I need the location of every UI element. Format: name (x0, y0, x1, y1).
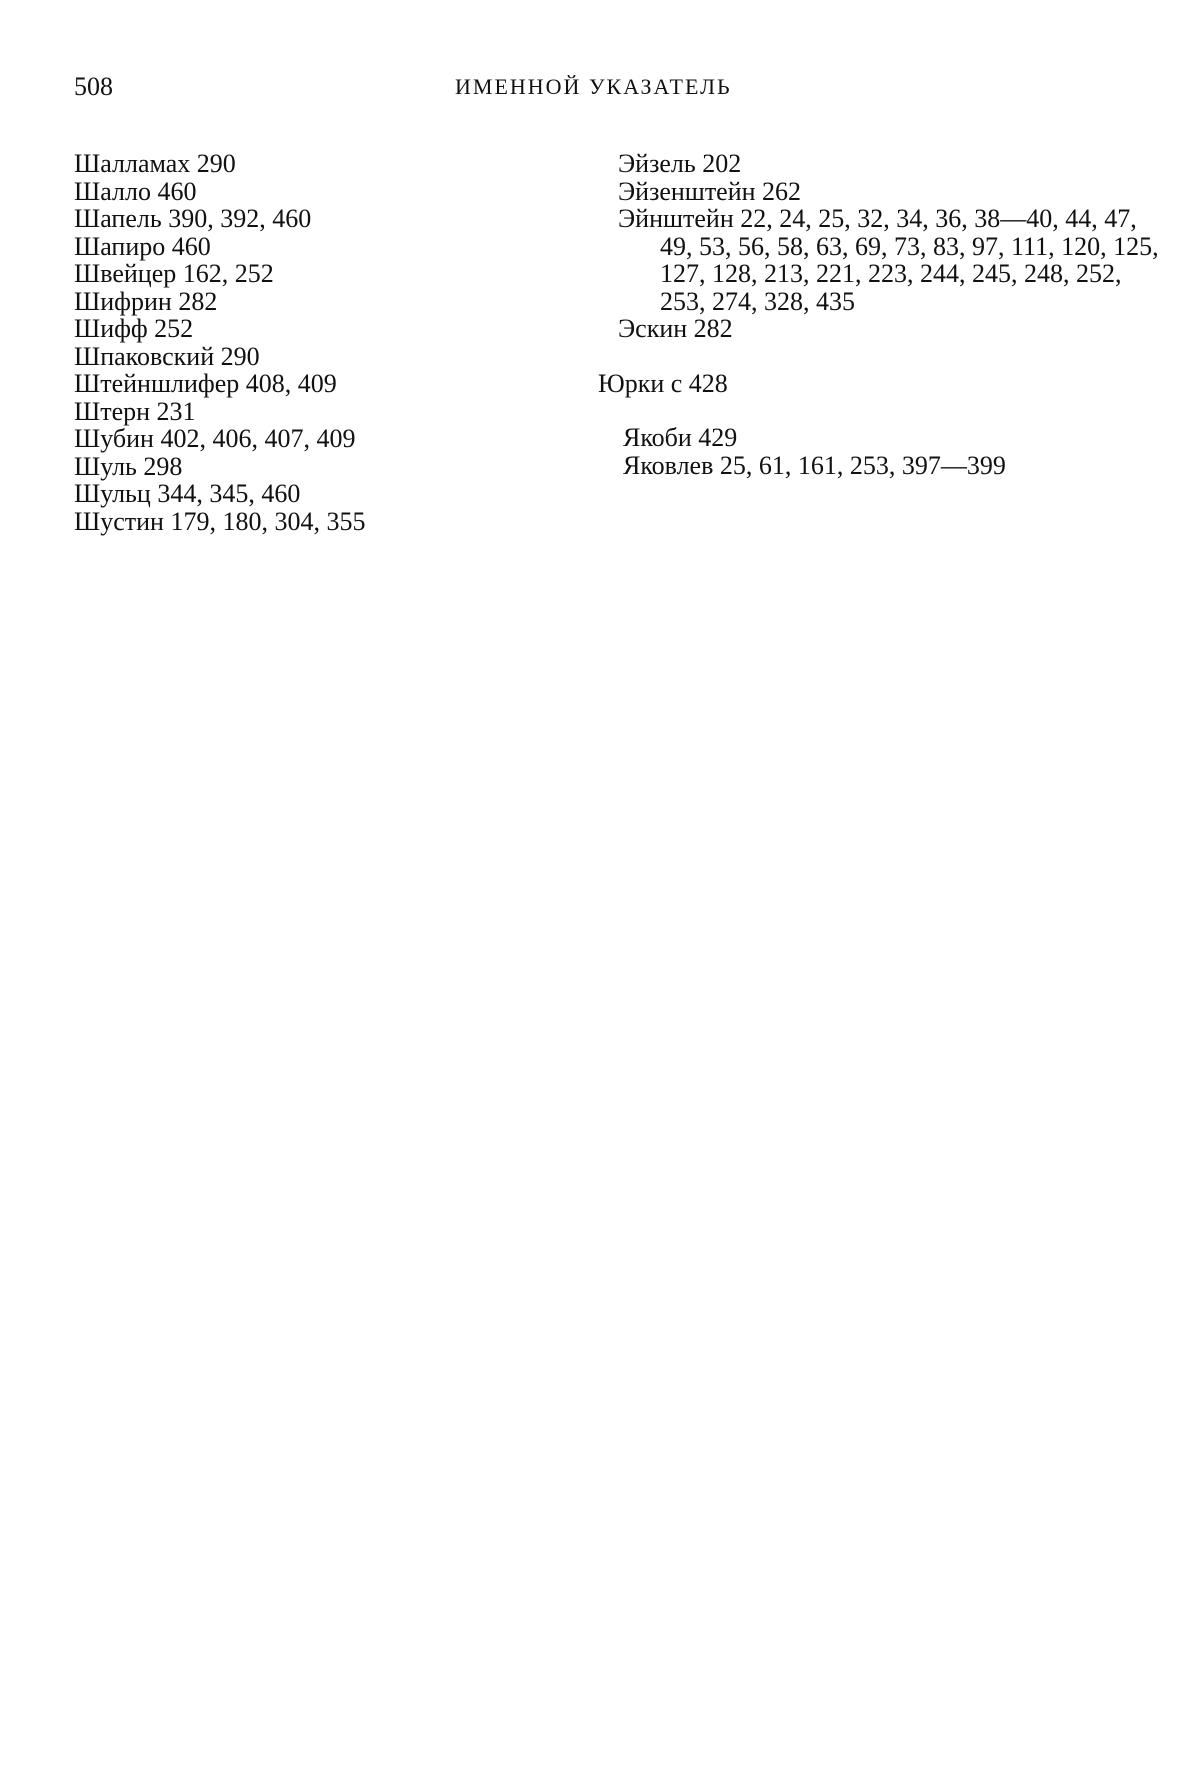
index-left-column (74, 150, 544, 535)
index-entry: Штерн 231 (74, 396, 196, 426)
index-entry: Эйзенштейн 262 (618, 176, 802, 206)
index-entry: Шустин 179, 180, 304, 355 (74, 506, 366, 536)
running-title: ИМЕННОЙ УКАЗАТЕЛЬ (455, 74, 732, 99)
index-entry: Шапиро 460 (74, 231, 211, 261)
index-entry: Эйзель 202 (618, 149, 742, 178)
index-right-column (598, 149, 1159, 480)
index-entry: Шпаковский 290 (74, 341, 260, 371)
index-entry: Якоби 429 (623, 423, 738, 452)
index-entry: Шубин 402, 406, 407, 409 (74, 424, 356, 453)
index-entry: Швейцер 162, 252 (74, 259, 274, 288)
index-entry: Шалламах 290 (74, 149, 236, 178)
index-entry: Шульц 344, 345, 460 (74, 479, 301, 508)
index-entry: Эскин 282 (618, 314, 733, 343)
index-entry: Шифрин 282 (74, 286, 218, 316)
index-entry: Эйнштейн 22, 24, 25, 32, 34, 36, 38—40, 44, 47, 49, 53, 56, 58, 63, 69, 73, 83, 97, 111, 120, 125, 127, 128, 213, 221, 223, 244, 245, 248, 252, 253, 274, 328, 435 (618, 204, 1159, 316)
index-entry: Шалло 460 (74, 176, 197, 206)
page-number: 508 (74, 72, 113, 101)
index-entry: Юрки с 428 (598, 368, 728, 398)
index-entry: Шапель 390, 392, 460 (74, 204, 312, 233)
index-entry: Шифф 252 (74, 314, 194, 343)
index-entry: Яковлев 25, 61, 161, 253, 397—399 (623, 450, 1006, 480)
index-entry: Шуль 298 (74, 451, 183, 481)
index-entry: Штейншлифер 408, 409 (74, 369, 337, 398)
